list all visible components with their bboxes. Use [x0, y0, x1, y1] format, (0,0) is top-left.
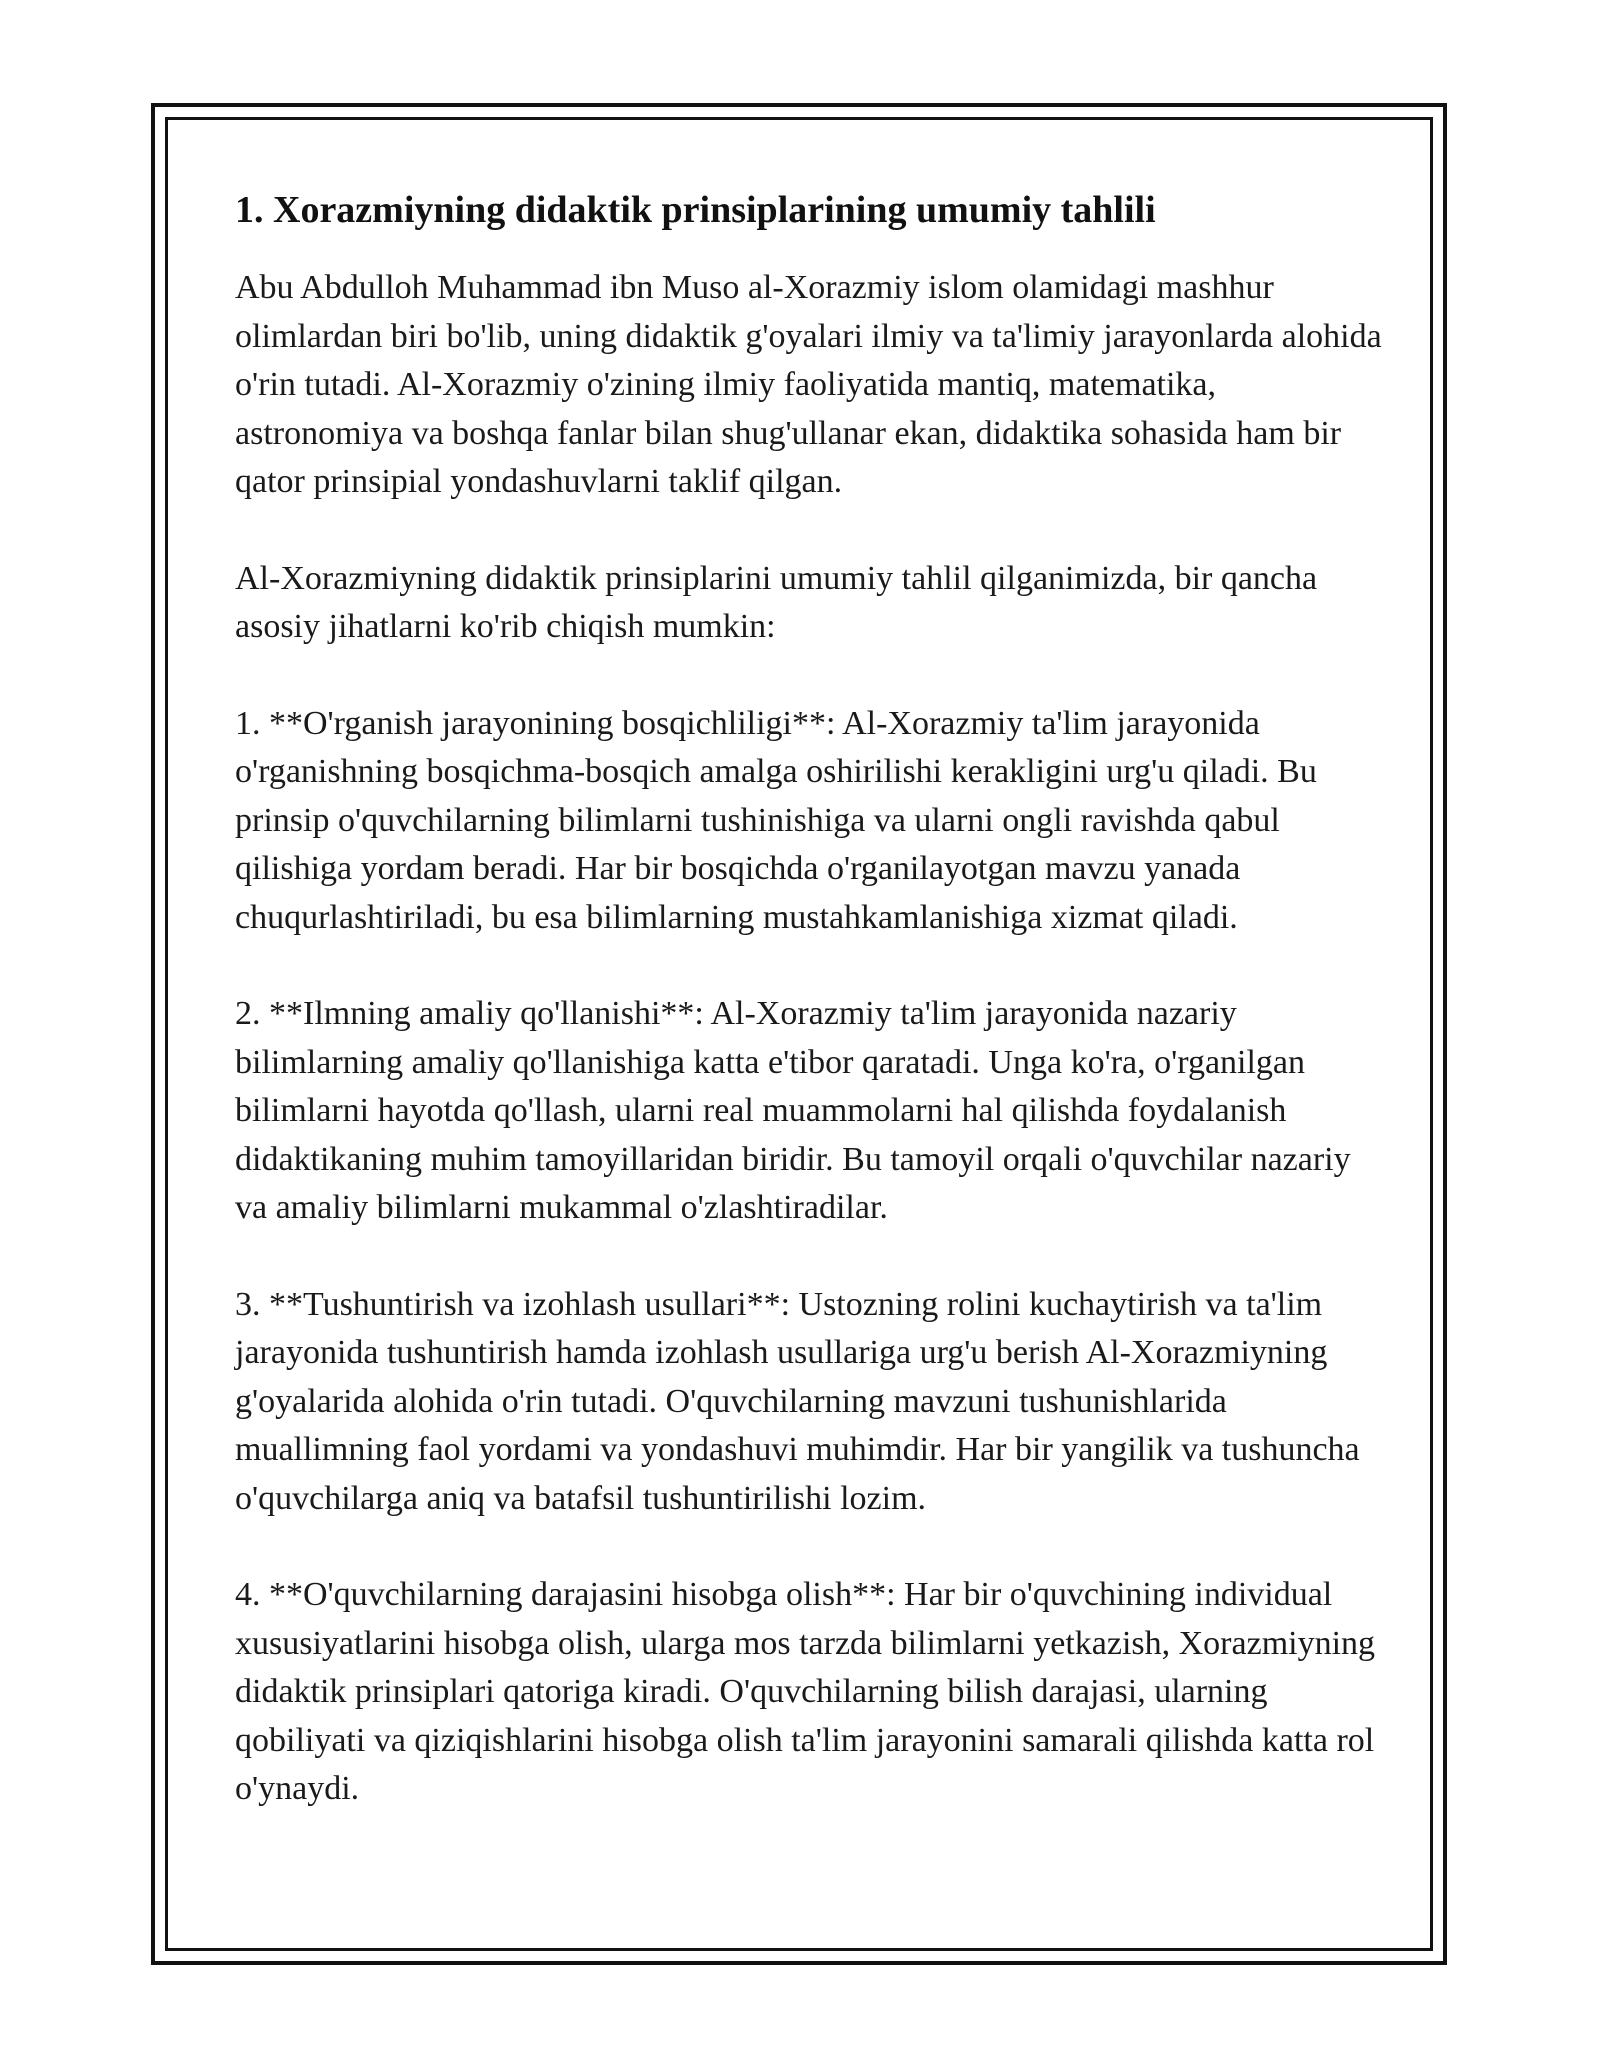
- principle-3-paragraph: 3. **Tushuntirish va izohlash usullari**: Ustozning rolini kuchaytirish va ta'lim jarayonida tushuntirish hamda izohlash usullariga urg'u berish Al-Xorazmiyning g'oyalarida alohida o'rin tutadi. O'quvchilarning mavzuni tushunishlarida muallimning faol yordami va yondashuvi muhimdir. Har bir yangilik va tushuncha o'quvchilarga aniq va batafsil tushuntirilishi lozim.: [235, 1285, 1360, 1517]
- document-body: [235, 184, 1385, 1862]
- summary-paragraph: Al-Xorazmiyning didaktik prinsiplarini umumiy tahlil qilganimizda, bir qancha asosiy jihatlarni ko'rib chiqish mumkin:: [235, 559, 1318, 645]
- principle-2-paragraph: 2. **Ilmning amaliy qo'llanishi**: Al-Xorazmiy ta'lim jarayonida nazariy bilimlarning amaliy qo'llanishiga katta e'tibor qaratadi. Unga ko'ra, o'rganilgan bilimlarni hayotda qo'llash, ularni real muammolarni hal qilishda foydalanish didaktikaning muhim tamoyillaridan biridir. Bu tamoyil orqali o'quvchilar nazariy va amaliy bilimlarni mukammal o'zlashtiradilar.: [235, 995, 1351, 1226]
- principle-4-paragraph: 4. **O'quvchilarning darajasini hisobga olish**: Har bir o'quvchining individual xususiyatlarini hisobga olish, ularga mos tarzda bilimlarni yetkazish, Xorazmiyning didaktik prinsiplari qatoriga kiradi. O'quvchilarning bilish darajasi, ularning qobiliyati va qiziqishlarini hisobga olish ta'lim jarayonini samarali qilishda katta rol o'ynaydi.: [235, 1576, 1376, 1807]
- section-heading: 1. Xorazmiyning didaktik prinsiplarining umumiy tahlili: [235, 189, 1156, 231]
- intro-paragraph: Abu Abdulloh Muhammad ibn Muso al-Xorazmiy islom olamidagi mashhur olimlardan biri bo'lib, uning didaktik g'oyalari ilmiy va ta'limiy jarayonlarda alohida o'rin tutadi. Al-Xorazmiy o'zining ilmiy faoliyatida mantiq, matematika, astronomiya va boshqa fanlar bilan shug'ullanar ekan, didaktika sohasida ham bir qator prinsipial yondashuvlarni taklif qilgan.: [235, 269, 1382, 500]
- principle-1-paragraph: 1. **O'rganish jarayonining bosqichliligi**: Al-Xorazmiy ta'lim jarayonida o'rganishning bosqichma-bosqich amalga oshirilishi kerakligini urg'u qiladi. Bu prinsip o'quvchilarning bilimlarni tushinishiga va ularni ongli ravishda qabul qilishiga yordam beradi. Har bir bosqichda o'rganilayotgan mavzu yanada chuqurlashtiriladi, bu esa bilimlarning mustahkamlanishiga xizmat qiladi.: [235, 704, 1317, 936]
